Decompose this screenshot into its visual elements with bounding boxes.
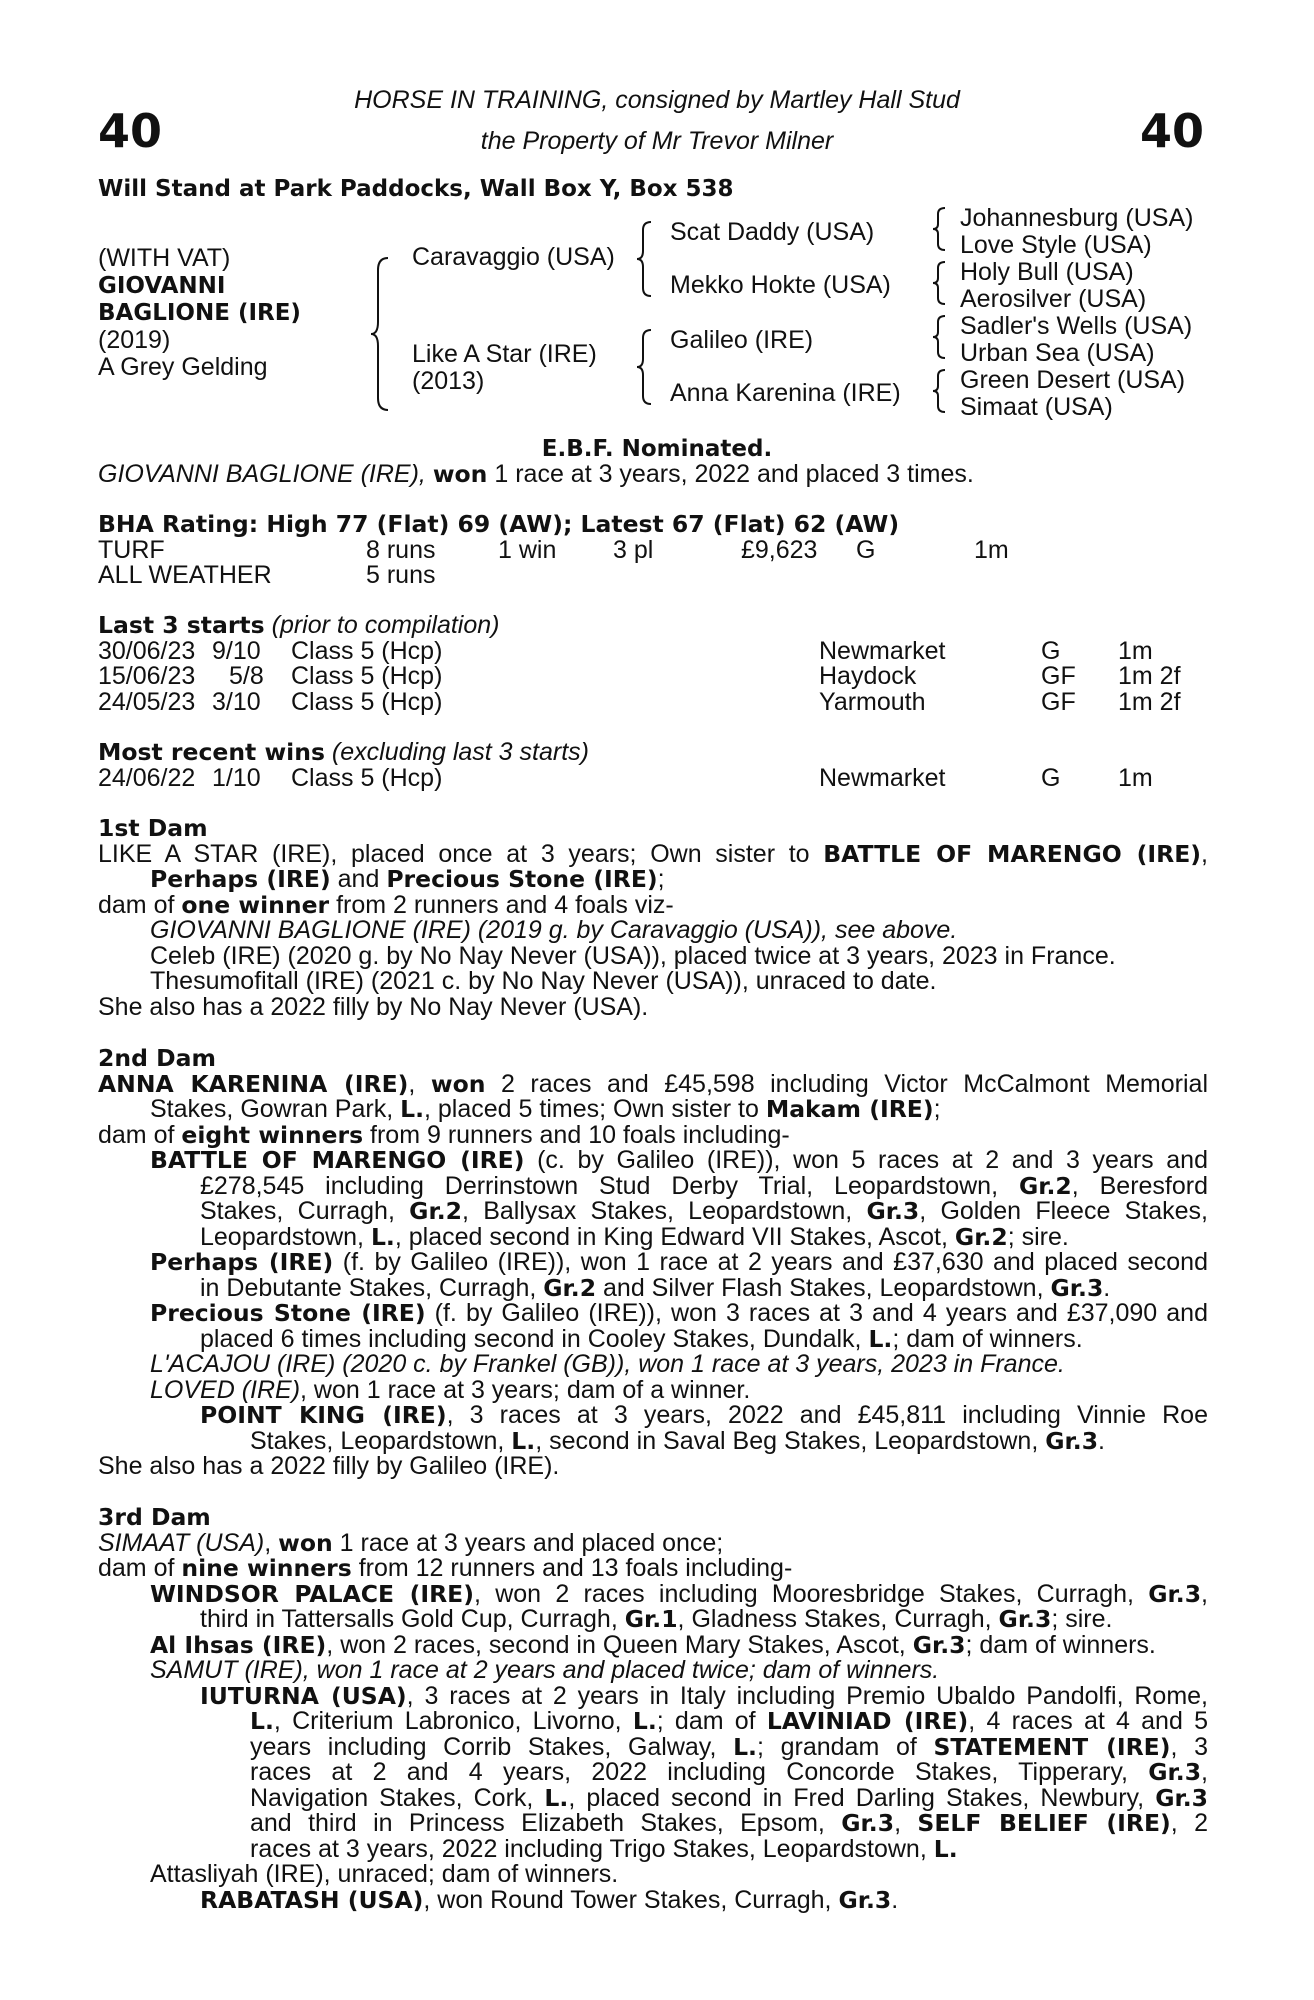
race-row: 24/05/23 3/10 Class 5 (Hcp) Yarmouth GF 1m 2f [98, 687, 1181, 716]
text-line: years including Corrib Stakes, Galway, L.; grandam of STATEMENT (IRE), 3 [250, 1732, 1208, 1761]
dam-sire-dam: Urban Sea (USA) [960, 339, 1155, 367]
text-line: IUTURNA (USA), 3 races at 2 years in Italy including Premio Ubaldo Pandolfi, Rome, [200, 1681, 1209, 1710]
text-line: Stakes, Gowran Park, L., placed 5 times; Own sister to Makam (IRE); [150, 1095, 941, 1123]
text-line: SIMAAT (USA), won 1 race at 3 years and placed once; [98, 1528, 724, 1557]
text-line: Navigation Stakes, Cork, L., placed second in Fred Darling Stakes, Newbury, Gr.3 [250, 1783, 1208, 1812]
ebf-note: E.B.F. Nominated. [541, 436, 773, 462]
text-line: races at 2 and 4 years, 2022 including Concorde Stakes, Tipperary, Gr.3, [250, 1758, 1208, 1786]
race-row: 24/06/22 1/10 Class 5 (Hcp) Newmarket G 1m [98, 763, 1153, 792]
record-row: ALL WEATHER 5 runs [98, 561, 436, 589]
recent-wins-section [98, 740, 1208, 791]
text-line: L'ACAJOU (IRE) (2020 c. by Frankel (GB)), won 1 race at 3 years, 2023 in France. [150, 1350, 1065, 1378]
text-line: races at 3 years, 2022 including Trigo Stakes, Leopardstown, L. [250, 1834, 958, 1863]
text-line: placed 6 times including second in Cooley Stakes, Dundalk, L.; dam of winners. [200, 1324, 1083, 1353]
foaling-year: (2019) [98, 326, 171, 354]
text-line: Precious Stone (IRE) (f. by Galileo (IRE)), won 3 races at 3 and 4 years and £37,090 and [150, 1299, 1208, 1327]
text-line: POINT KING (IRE), 3 races at 3 years, 2022 and £45,811 including Vinnie Roe [200, 1401, 1208, 1429]
text-line: LIKE A STAR (IRE), placed once at 3 years; Own sister to BATTLE OF MARENGO (IRE), [98, 839, 1208, 868]
horse-name-2: BAGLIONE (IRE) [98, 300, 301, 326]
text-line: £278,545 including Derrinstown Stud Derby Trial, Leopardstown, Gr.2, Beresford [200, 1171, 1209, 1200]
brace-icon [636, 328, 654, 406]
dam-year: (2013) [412, 367, 485, 395]
record-row: TURF 8 runs 1 win 3 pl £9,623 G 1m [98, 535, 1009, 564]
text-line: She also has a 2022 filly by Galileo (IRE). [98, 1452, 560, 1480]
text-line: dam of eight winners from 9 runners and 10 foals including- [98, 1120, 790, 1149]
section-heading: 3rd Dam [98, 1503, 211, 1531]
property-line: the Property of Mr Trevor Milner [480, 127, 834, 155]
dam-sire-sire: Sadler's Wells (USA) [960, 312, 1193, 340]
text-line: Stakes, Curragh, Gr.2, Ballysax Stakes, Leopardstown, Gr.3, Golden Fleece Stakes, [200, 1197, 1209, 1225]
text-line: Leopardstown, L., placed second in King Edward VII Stakes, Ascot, Gr.2; sire. [200, 1222, 1069, 1251]
sire-sire-sire: Johannesburg (USA) [960, 204, 1194, 232]
horse-name: GIOVANNI [98, 273, 226, 299]
lot-number-right: 40 [1139, 104, 1204, 158]
sire-dam-dam: Aerosilver (USA) [960, 285, 1147, 313]
dam-dam-dam: Simaat (USA) [960, 393, 1113, 421]
bha-rating: BHA Rating: High 77 (Flat) 69 (AW); Latest 67 (Flat) 62 (AW) [98, 510, 900, 538]
text-line: BATTLE OF MARENGO (IRE) (c. by Galileo (IRE)), won 5 races at 2 and 3 years and [150, 1146, 1208, 1174]
section-heading: 1st Dam [98, 814, 208, 842]
dam: Like A Star (IRE) [412, 340, 597, 368]
recent-wins-title: Most recent wins (excluding last 3 starts) [98, 738, 589, 766]
text-line: She also has a 2022 filly by No Nay Never (USA). [98, 992, 649, 1021]
text-line: RABATASH (USA), won Round Tower Stakes, Curragh, Gr.3. [200, 1885, 899, 1914]
stand-location: Will Stand at Park Paddocks, Wall Box Y, Box 538 [98, 176, 734, 202]
first-dam-section [98, 816, 1208, 1020]
last-starts-section [98, 613, 1208, 715]
brace-icon [370, 256, 392, 412]
sire-dam: Mekko Hokte (USA) [670, 271, 891, 299]
last-starts-title: Last 3 starts (prior to compilation) [98, 611, 500, 639]
text-line: Perhaps (IRE) (f. by Galileo (IRE)), won 1 race at 2 years and £37,630 and placed second [150, 1248, 1208, 1276]
race-row: 30/06/23 9/10 Class 5 (Hcp) Newmarket G 1m [98, 636, 1153, 665]
text-line: Thesumofitall (IRE) (2021 c. by No Nay Never (USA)), unraced to date. [150, 967, 937, 995]
text-line: in Debutante Stakes, Curragh, Gr.2 and Silver Flash Stakes, Leopardstown, Gr.3. [200, 1273, 1111, 1302]
dam-sire: Galileo (IRE) [670, 326, 814, 354]
sire-dam-sire: Holy Bull (USA) [960, 258, 1134, 286]
brace-icon [932, 314, 948, 360]
text-line: Perhaps (IRE) and Precious Stone (IRE); [150, 865, 665, 893]
text-line: GIOVANNI BAGLIONE (IRE) (2019 g. by Caravaggio (USA)), see above. [150, 916, 958, 944]
rating-section [98, 512, 1208, 589]
consignor-line: HORSE IN TRAINING, consigned by Martley Hall Stud [354, 86, 960, 114]
brace-icon [932, 368, 948, 414]
dam-dam-sire: Green Desert (USA) [960, 366, 1186, 394]
text-line: ANNA KARENINA (IRE), won 2 races and £45,598 including Victor McCalmont Memorial [98, 1069, 1208, 1098]
horse-description: A Grey Gelding [98, 353, 268, 381]
section-heading: 2nd Dam [98, 1044, 216, 1072]
text-line: Stakes, Leopardstown, L., second in Saval Beg Stakes, Leopardstown, Gr.3. [250, 1426, 1105, 1455]
third-dam-section [98, 1505, 1208, 1913]
text-line: L., Criterium Labronico, Livorno, L.; dam of LAVINIAD (IRE), 4 races at 4 and 5 [250, 1707, 1208, 1735]
text-line: and third in Princess Elizabeth Stakes, Epsom, Gr.3, SELF BELIEF (IRE), 2 [250, 1809, 1209, 1837]
sire: Caravaggio (USA) [412, 243, 615, 271]
lot-number-left: 40 [98, 104, 163, 158]
sire-sire: Scat Daddy (USA) [670, 218, 875, 246]
brace-icon [636, 220, 654, 298]
second-dam-section [98, 1046, 1208, 1480]
brace-icon [932, 260, 948, 306]
vat-note: (WITH VAT) [98, 244, 231, 272]
race-row: 15/06/23 5/8 Class 5 (Hcp) Haydock GF 1m 2f [98, 662, 1181, 690]
horse-summary: GIOVANNI BAGLIONE (IRE), won 1 race at 3 years, 2022 and placed 3 times. [98, 460, 974, 488]
sire-sire-dam: Love Style (USA) [960, 231, 1152, 259]
brace-icon [932, 206, 948, 252]
text-line: dam of nine winners from 12 runners and 13 foals including- [98, 1554, 793, 1582]
text-line: SAMUT (IRE), won 1 race at 2 years and placed twice; dam of winners. [150, 1656, 940, 1684]
text-line: WINDSOR PALACE (IRE), won 2 races including Mooresbridge Stakes, Curragh, Gr.3, [150, 1579, 1208, 1608]
text-line: Attasliyah (IRE), unraced; dam of winners. [150, 1860, 619, 1888]
dam-dam: Anna Karenina (IRE) [670, 379, 901, 407]
text-line: dam of one winner from 2 runners and 4 foals viz- [98, 890, 674, 919]
text-line: third in Tattersalls Gold Cup, Curragh, Gr.1, Gladness Stakes, Curragh, Gr.3; sire. [200, 1605, 1113, 1633]
text-line: Al Ihsas (IRE), won 2 races, second in Queen Mary Stakes, Ascot, Gr.3; dam of winners. [150, 1630, 1156, 1659]
text-line: LOVED (IRE), won 1 race at 3 years; dam of a winner. [150, 1375, 751, 1404]
text-line: Celeb (IRE) (2020 g. by No Nay Never (USA)), placed twice at 3 years, 2023 in France. [150, 941, 1116, 970]
